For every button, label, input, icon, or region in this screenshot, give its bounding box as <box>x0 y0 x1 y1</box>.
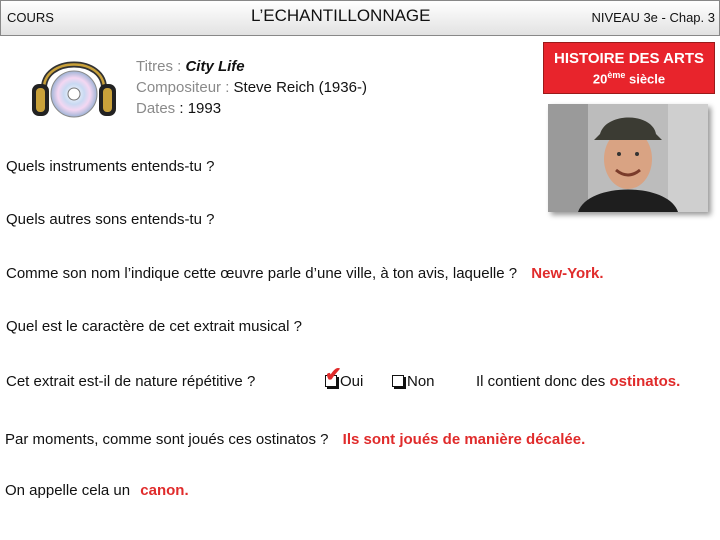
checkbox-no-box[interactable] <box>392 375 404 387</box>
composer-key: Compositeur : <box>136 79 230 96</box>
question-how-played <box>5 431 585 448</box>
answer-ostinatos: ostinatos. <box>609 373 681 390</box>
checkbox-no-label: Non <box>407 373 435 390</box>
question-instruments: Quels instruments entends-tu ? <box>6 158 215 175</box>
dates-row <box>136 100 221 117</box>
ostinatos-text: Il contient donc des <box>476 373 606 390</box>
checkmark-icon: ✔ <box>325 364 342 386</box>
badge-line2: 20ème siècle <box>592 70 666 87</box>
ostinatos-sentence <box>476 373 680 390</box>
dates-key: Dates <box>136 100 176 117</box>
composer-row <box>136 79 367 96</box>
work-title-value: City Life <box>185 58 245 75</box>
composer-value: Steve Reich (1936-) <box>233 79 367 96</box>
dates-value: : 1993 <box>179 100 222 117</box>
badge-line1: HISTOIRE DES ARTS <box>553 50 705 67</box>
answer-canon: canon. <box>140 482 189 499</box>
work-title-key: Titres : <box>136 58 182 75</box>
checkbox-no[interactable] <box>392 373 435 390</box>
headphones-cd-icon <box>24 44 124 128</box>
work-title-row <box>136 58 245 75</box>
question-other-sounds: Quels autres sons entends-tu ? <box>6 211 215 228</box>
question-character: Quel est le caractère de cet extrait musical ? <box>6 318 302 335</box>
composer-portrait <box>548 104 708 212</box>
level-chapter-label: NIVEAU 3e - Chap. 3 <box>591 10 715 25</box>
page-title: L’ECHANTILLONNAGE <box>251 6 431 25</box>
question-city-text: Comme son nom l’indique cette œuvre parle d’une ville, à ton avis, laquelle ? <box>6 265 518 282</box>
course-label: COURS <box>7 10 54 25</box>
canon-text: On appelle cela un <box>5 482 131 499</box>
canon-sentence <box>5 482 189 499</box>
question-repetitive: Cet extrait est-il de nature répétitive ? <box>6 373 256 390</box>
checkbox-yes-label: Oui <box>340 373 364 390</box>
question-city <box>6 265 604 282</box>
answer-city: New-York. <box>531 265 604 282</box>
header-bar <box>0 0 720 36</box>
answer-how-played: Ils sont joués de manière décalée. <box>342 431 586 448</box>
histoire-des-arts-badge <box>543 42 715 94</box>
question-how-played-text: Par moments, comme sont joués ces ostinatos ? <box>5 431 329 448</box>
